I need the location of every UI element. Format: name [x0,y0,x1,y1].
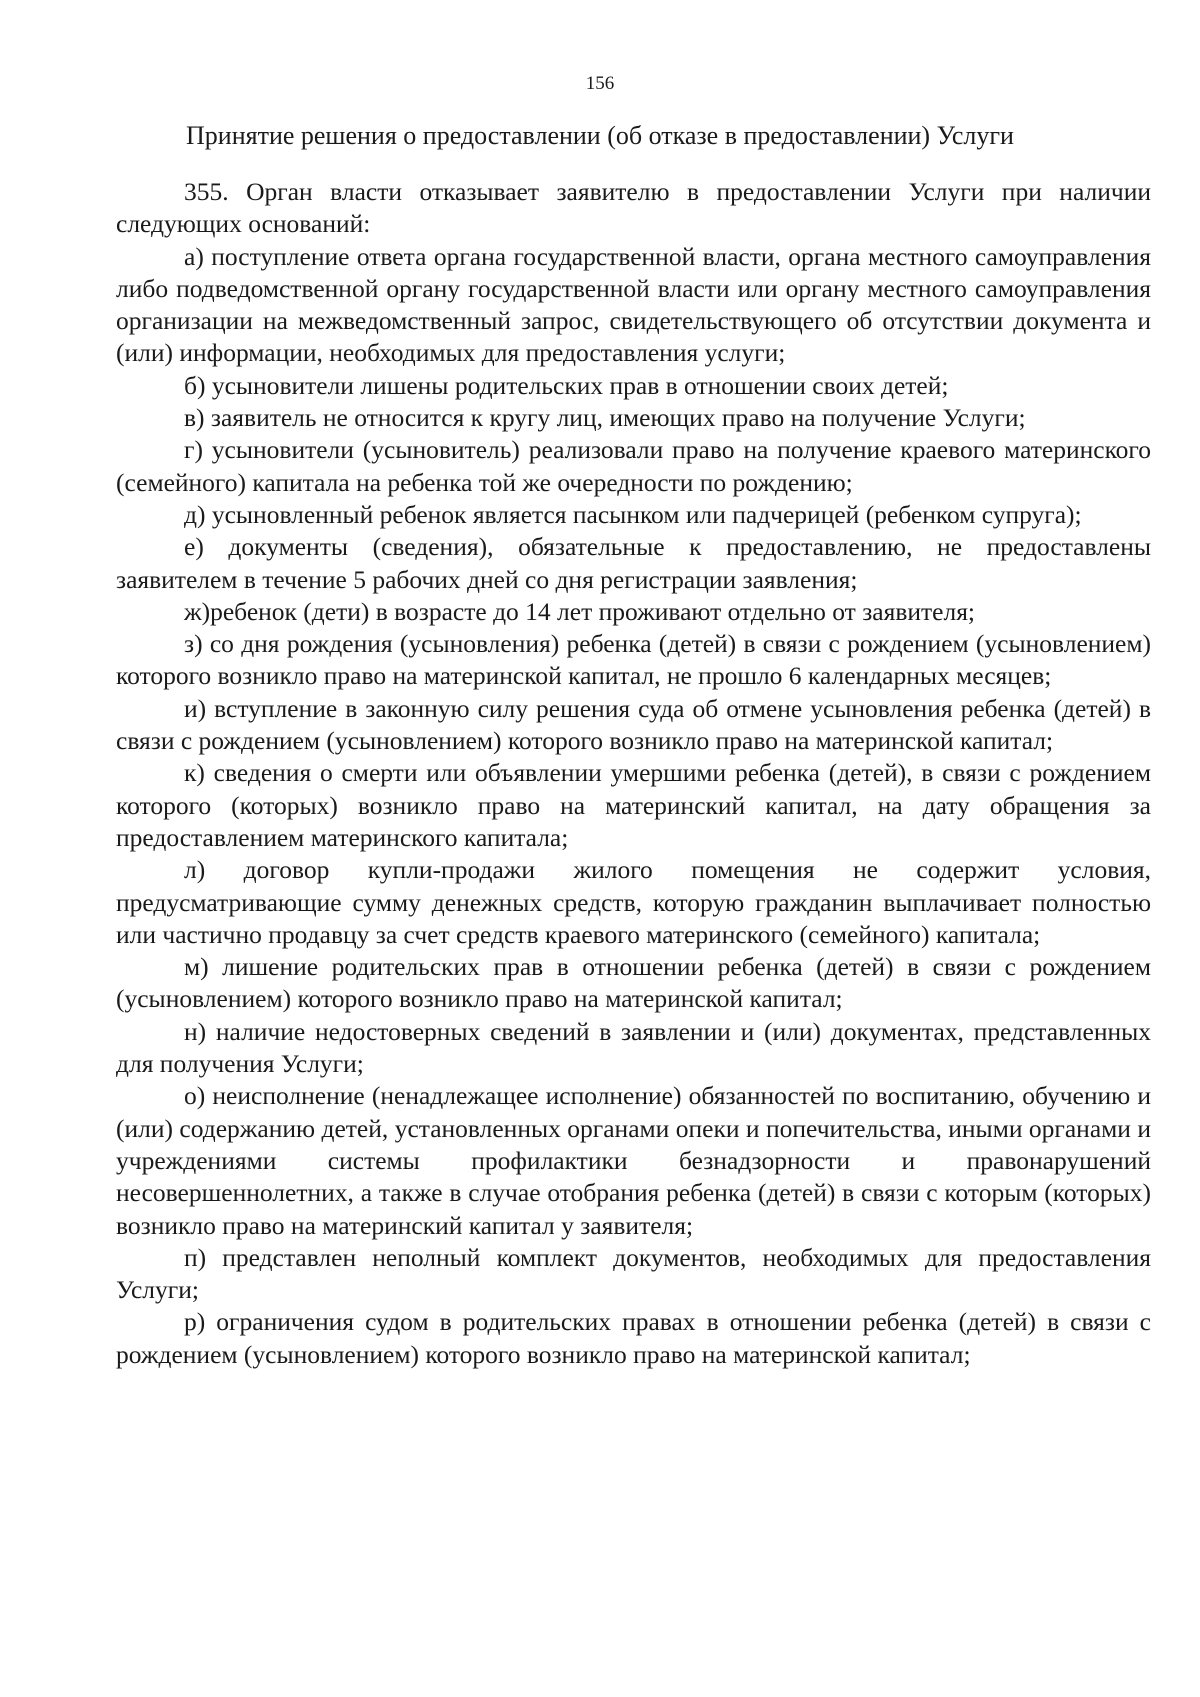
paragraph-item-m: м) лишение родительских прав в отношении ребенка (детей) в связи с рождением (усыновлением) которого возникло право на материнской капитал; [116,952,1151,1014]
paragraph-item-r: р) ограничения судом в родительских правах в отношении ребенка (детей) в связи с рождением (усыновлением) которого возникло право на материнской капитал; [116,1307,1151,1369]
paragraph-item-l: л) договор купли-продажи жилого помещения не содержит условия, предусматривающие сумму денежных средств, которую гражданин выплачивает полностью или частично продавцу за счет средств краевого материнского (семейного) капитала; [116,855,1151,949]
document-body [116,176,1151,1371]
paragraph-item-o: о) неисполнение (ненадлежащее исполнение) обязанностей по воспитанию, обучению и (или) содержанию детей, установленных органами опеки и попечительства, иными органами и учреждениями системы профилактики безнадзорности и правонарушений несовершеннолетних, а также в случае отобрания ребенка (детей) в связи с которым (которых) возникло право на материнский капитал у заявителя; [116,1081,1151,1240]
paragraph-item-z: з) со дня рождения (усыновления) ребенка (детей) в связи с рождением (усыновлением) которого возникло право на материнской капитал, не прошло 6 календарных месяцев; [116,629,1151,691]
paragraph-item-zh: ж)ребенок (дети) в возрасте до 14 лет проживают отдельно от заявителя; [184,596,976,626]
paragraph-355-intro: 355. Орган власти отказывает заявителю в предоставлении Услуги при наличии следующих оснований: [116,177,1151,239]
paragraph-item-g: г) усыновители (усыновитель) реализовали право на получение краевого материнского (семейного) капитала на ребенка той же очередности по рождению; [116,435,1151,497]
paragraph-item-n: н) наличие недостоверных сведений в заявлении и (или) документах, представленных для получения Услуги; [116,1016,1151,1079]
paragraph-item-b: б) усыновители лишены родительских прав в отношении своих детей; [184,370,949,400]
page-number: 156 [585,73,615,94]
paragraph-item-a: а) поступление ответа органа государственной власти, органа местного самоуправления либо подведомственной органу государственной власти или органу местного самоуправления организации на межведомственный запрос, свидетельствующего об отсутствии документа и (или) информации, необходимых для предоставления услуги; [116,241,1151,368]
paragraph-item-i: и) вступление в законную силу решения суда об отмене усыновления ребенка (детей) в связи с рождением (усыновлением) которого возникло право на материнской капитал; [116,693,1151,756]
paragraph-item-e: е) документы (сведения), обязательные к предоставлению, не предоставлены заявителем в течение 5 рабочих дней со дня регистрации заявления; [116,532,1151,594]
section-title: Принятие решения о предоставлении (об отказе в предоставлении) Услуги [186,121,1014,150]
paragraph-item-k: к) сведения о смерти или объявлении умершими ребенка (детей), в связи с рождением которого (которых) возникло право на материнский капитал, на дату обращения за предоставлением материнского капитала; [116,758,1151,852]
paragraph-item-d: д) усыновленный ребенок является пасынком или падчерицей (ребенком супруга); [184,499,1082,529]
paragraph-item-p: п) представлен неполный комплект документов, необходимых для предоставления Услуги; [116,1242,1151,1305]
paragraph-item-v: в) заявитель не относится к кругу лиц, имеющих право на получение Услуги; [184,403,1026,433]
